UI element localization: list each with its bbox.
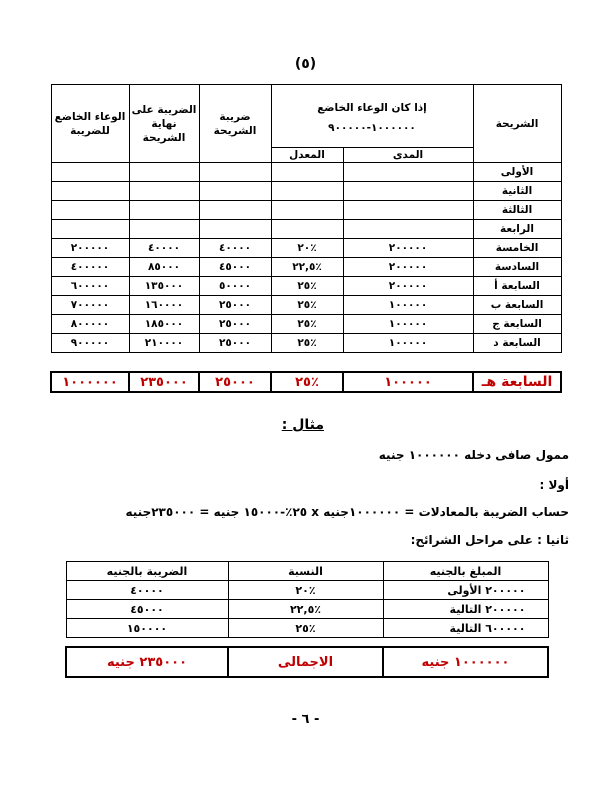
row-base: ٧٠٠٠٠٠ bbox=[51, 296, 129, 315]
row-amount: ٢٠٠٠٠٠ الأولى bbox=[383, 581, 548, 600]
row-range: ١٠٠٠٠٠ bbox=[343, 315, 473, 334]
row-label: الثانية bbox=[473, 182, 561, 201]
row-bracket-tax: ٤٠٠٠٠ bbox=[199, 239, 271, 258]
example-line-second: ثانيا : على مراحل الشرائح: bbox=[410, 533, 569, 547]
table-row bbox=[51, 334, 561, 353]
total-tax: ٢٣٥٠٠٠ جنيه bbox=[66, 647, 228, 677]
table-row bbox=[66, 581, 548, 600]
row-cumulative: ١٦٠٠٠٠ bbox=[129, 296, 199, 315]
row-amount: ٦٠٠٠٠٠ التالية bbox=[383, 619, 548, 638]
row-bracket-tax: ٢٥٠٠٠ bbox=[199, 296, 271, 315]
row-tax: ٤٠٠٠٠ bbox=[66, 581, 228, 600]
row-rate: ٪٢٥ bbox=[271, 334, 343, 353]
bracket-stages-table bbox=[65, 561, 549, 678]
table-total-row bbox=[51, 372, 561, 392]
example-line-income: ممول صافى دخله ١٠٠٠٠٠٠ جنيه bbox=[378, 448, 569, 462]
example-title: مثال : bbox=[281, 417, 324, 433]
example-line-formula: حساب الضريبة بالمعادلات = ١٠٠٠٠٠٠جنيه x ٢٥٪-١٥٠٠٠ جنيه = ٢٣٥٠٠٠جنيه bbox=[125, 505, 569, 519]
row-tax: ٤٥٠٠٠ bbox=[66, 600, 228, 619]
table-row bbox=[51, 277, 561, 296]
table-row bbox=[66, 600, 548, 619]
row-bracket-tax: ٢٥٠٠٠ bbox=[199, 315, 271, 334]
row-rate: ٪٢٠ bbox=[228, 581, 383, 600]
row-base: ٩٠٠٠٠٠ bbox=[51, 334, 129, 353]
table-row bbox=[51, 239, 561, 258]
total-amount: ١٠٠٠٠٠٠ جنيه bbox=[383, 647, 548, 677]
table-row bbox=[51, 201, 561, 220]
row-rate bbox=[271, 201, 343, 220]
header-amount: المبلغ بالجنيه bbox=[383, 562, 548, 581]
row-base bbox=[51, 201, 129, 220]
row-range bbox=[343, 220, 473, 239]
row-bracket-tax bbox=[199, 182, 271, 201]
table-separator bbox=[51, 353, 561, 373]
row-label: السادسة bbox=[473, 258, 561, 277]
row-label: السابعة ج bbox=[473, 315, 561, 334]
row-range bbox=[343, 182, 473, 201]
row-rate: ٪٢٥ bbox=[271, 277, 343, 296]
row-rate: ٪٢٥ bbox=[271, 315, 343, 334]
row-base: ٨٠٠٠٠٠ bbox=[51, 315, 129, 334]
row-cumulative: ١٨٥٠٠٠ bbox=[129, 315, 199, 334]
row-range: ٢٠٠٠٠٠ bbox=[343, 258, 473, 277]
row-base bbox=[51, 220, 129, 239]
row-rate: ٪٢٠ bbox=[271, 239, 343, 258]
row-label: السابعة ب bbox=[473, 296, 561, 315]
row-cumulative bbox=[129, 201, 199, 220]
table-row bbox=[51, 258, 561, 277]
row-label: الأولى bbox=[473, 163, 561, 182]
example-line-first: أولا : bbox=[539, 478, 569, 492]
total-range: ١٠٠٠٠٠ bbox=[343, 372, 473, 392]
table-row bbox=[51, 315, 561, 334]
total-label: الاجمالى bbox=[228, 647, 383, 677]
header-tax: الضريبة بالجنيه bbox=[66, 562, 228, 581]
table-separator bbox=[66, 638, 548, 648]
total-cumulative: ٢٣٥٠٠٠ bbox=[129, 372, 199, 392]
table-total-row bbox=[66, 647, 548, 677]
row-label: الخامسة bbox=[473, 239, 561, 258]
row-cumulative: ٢١٠٠٠٠ bbox=[129, 334, 199, 353]
header-rate-sub: المعدل bbox=[271, 148, 343, 163]
row-bracket-tax: ٢٥٠٠٠ bbox=[199, 334, 271, 353]
row-range bbox=[343, 163, 473, 182]
row-cumulative: ٨٥٠٠٠ bbox=[129, 258, 199, 277]
row-rate bbox=[271, 182, 343, 201]
row-range: ١٠٠٠٠٠ bbox=[343, 334, 473, 353]
row-cumulative: ١٣٥٠٠٠ bbox=[129, 277, 199, 296]
table-row bbox=[51, 220, 561, 239]
page-number-bottom: - ٦ - bbox=[291, 712, 320, 727]
page-number-top: (٥) bbox=[294, 56, 317, 72]
row-label: السابعة د bbox=[473, 334, 561, 353]
row-range: ٢٠٠٠٠٠ bbox=[343, 239, 473, 258]
table-row bbox=[51, 182, 561, 201]
total-label: السابعة هـ bbox=[473, 372, 561, 392]
row-bracket-tax bbox=[199, 201, 271, 220]
header-range-sub: المدى bbox=[343, 148, 473, 163]
table-row bbox=[51, 296, 561, 315]
row-label: السابعة أ bbox=[473, 277, 561, 296]
total-bracket-tax: ٢٥٠٠٠ bbox=[199, 372, 271, 392]
row-bracket-tax: ٥٠٠٠٠ bbox=[199, 277, 271, 296]
row-rate: ٪٢٥ bbox=[271, 296, 343, 315]
row-range: ٢٠٠٠٠٠ bbox=[343, 277, 473, 296]
header-bracket-tax: ضريبة الشريحة bbox=[199, 85, 271, 163]
row-bracket-tax: ٤٥٠٠٠ bbox=[199, 258, 271, 277]
row-cumulative bbox=[129, 220, 199, 239]
header-range bbox=[271, 85, 473, 148]
row-bracket-tax bbox=[199, 163, 271, 182]
header-bracket: الشريحة bbox=[473, 85, 561, 163]
row-base bbox=[51, 163, 129, 182]
row-amount: ٢٠٠٠٠٠ التالية bbox=[383, 600, 548, 619]
header-cumulative-tax: الضريبة على نهاية الشريحة bbox=[129, 85, 199, 163]
tax-brackets-table bbox=[50, 84, 562, 393]
header-range-title: إذا كان الوعاء الخاضع bbox=[317, 102, 427, 114]
row-bracket-tax bbox=[199, 220, 271, 239]
header-range-value: ١٠٠٠٠٠٠-٩٠٠٠٠٠ bbox=[328, 122, 416, 134]
table-row bbox=[51, 163, 561, 182]
row-rate bbox=[271, 163, 343, 182]
table-row bbox=[66, 619, 548, 638]
row-base: ٦٠٠٠٠٠ bbox=[51, 277, 129, 296]
row-base: ٤٠٠٠٠٠ bbox=[51, 258, 129, 277]
row-rate bbox=[271, 220, 343, 239]
row-cumulative bbox=[129, 182, 199, 201]
row-range: ١٠٠٠٠٠ bbox=[343, 296, 473, 315]
header-taxable-base: الوعاء الخاضع للضريبة bbox=[51, 85, 129, 163]
row-rate: ٪٢٢,٥ bbox=[271, 258, 343, 277]
header-rate: النسبة bbox=[228, 562, 383, 581]
total-base: ١٠٠٠٠٠٠ bbox=[51, 372, 129, 392]
total-rate: ٪٢٥ bbox=[271, 372, 343, 392]
row-label: الثالثة bbox=[473, 201, 561, 220]
row-base bbox=[51, 182, 129, 201]
row-tax: ١٥٠٠٠٠ bbox=[66, 619, 228, 638]
row-base: ٢٠٠٠٠٠ bbox=[51, 239, 129, 258]
row-rate: ٪٢٢,٥ bbox=[228, 600, 383, 619]
row-rate: ٪٢٥ bbox=[228, 619, 383, 638]
row-range bbox=[343, 201, 473, 220]
row-cumulative bbox=[129, 163, 199, 182]
row-label: الرابعة bbox=[473, 220, 561, 239]
row-cumulative: ٤٠٠٠٠ bbox=[129, 239, 199, 258]
